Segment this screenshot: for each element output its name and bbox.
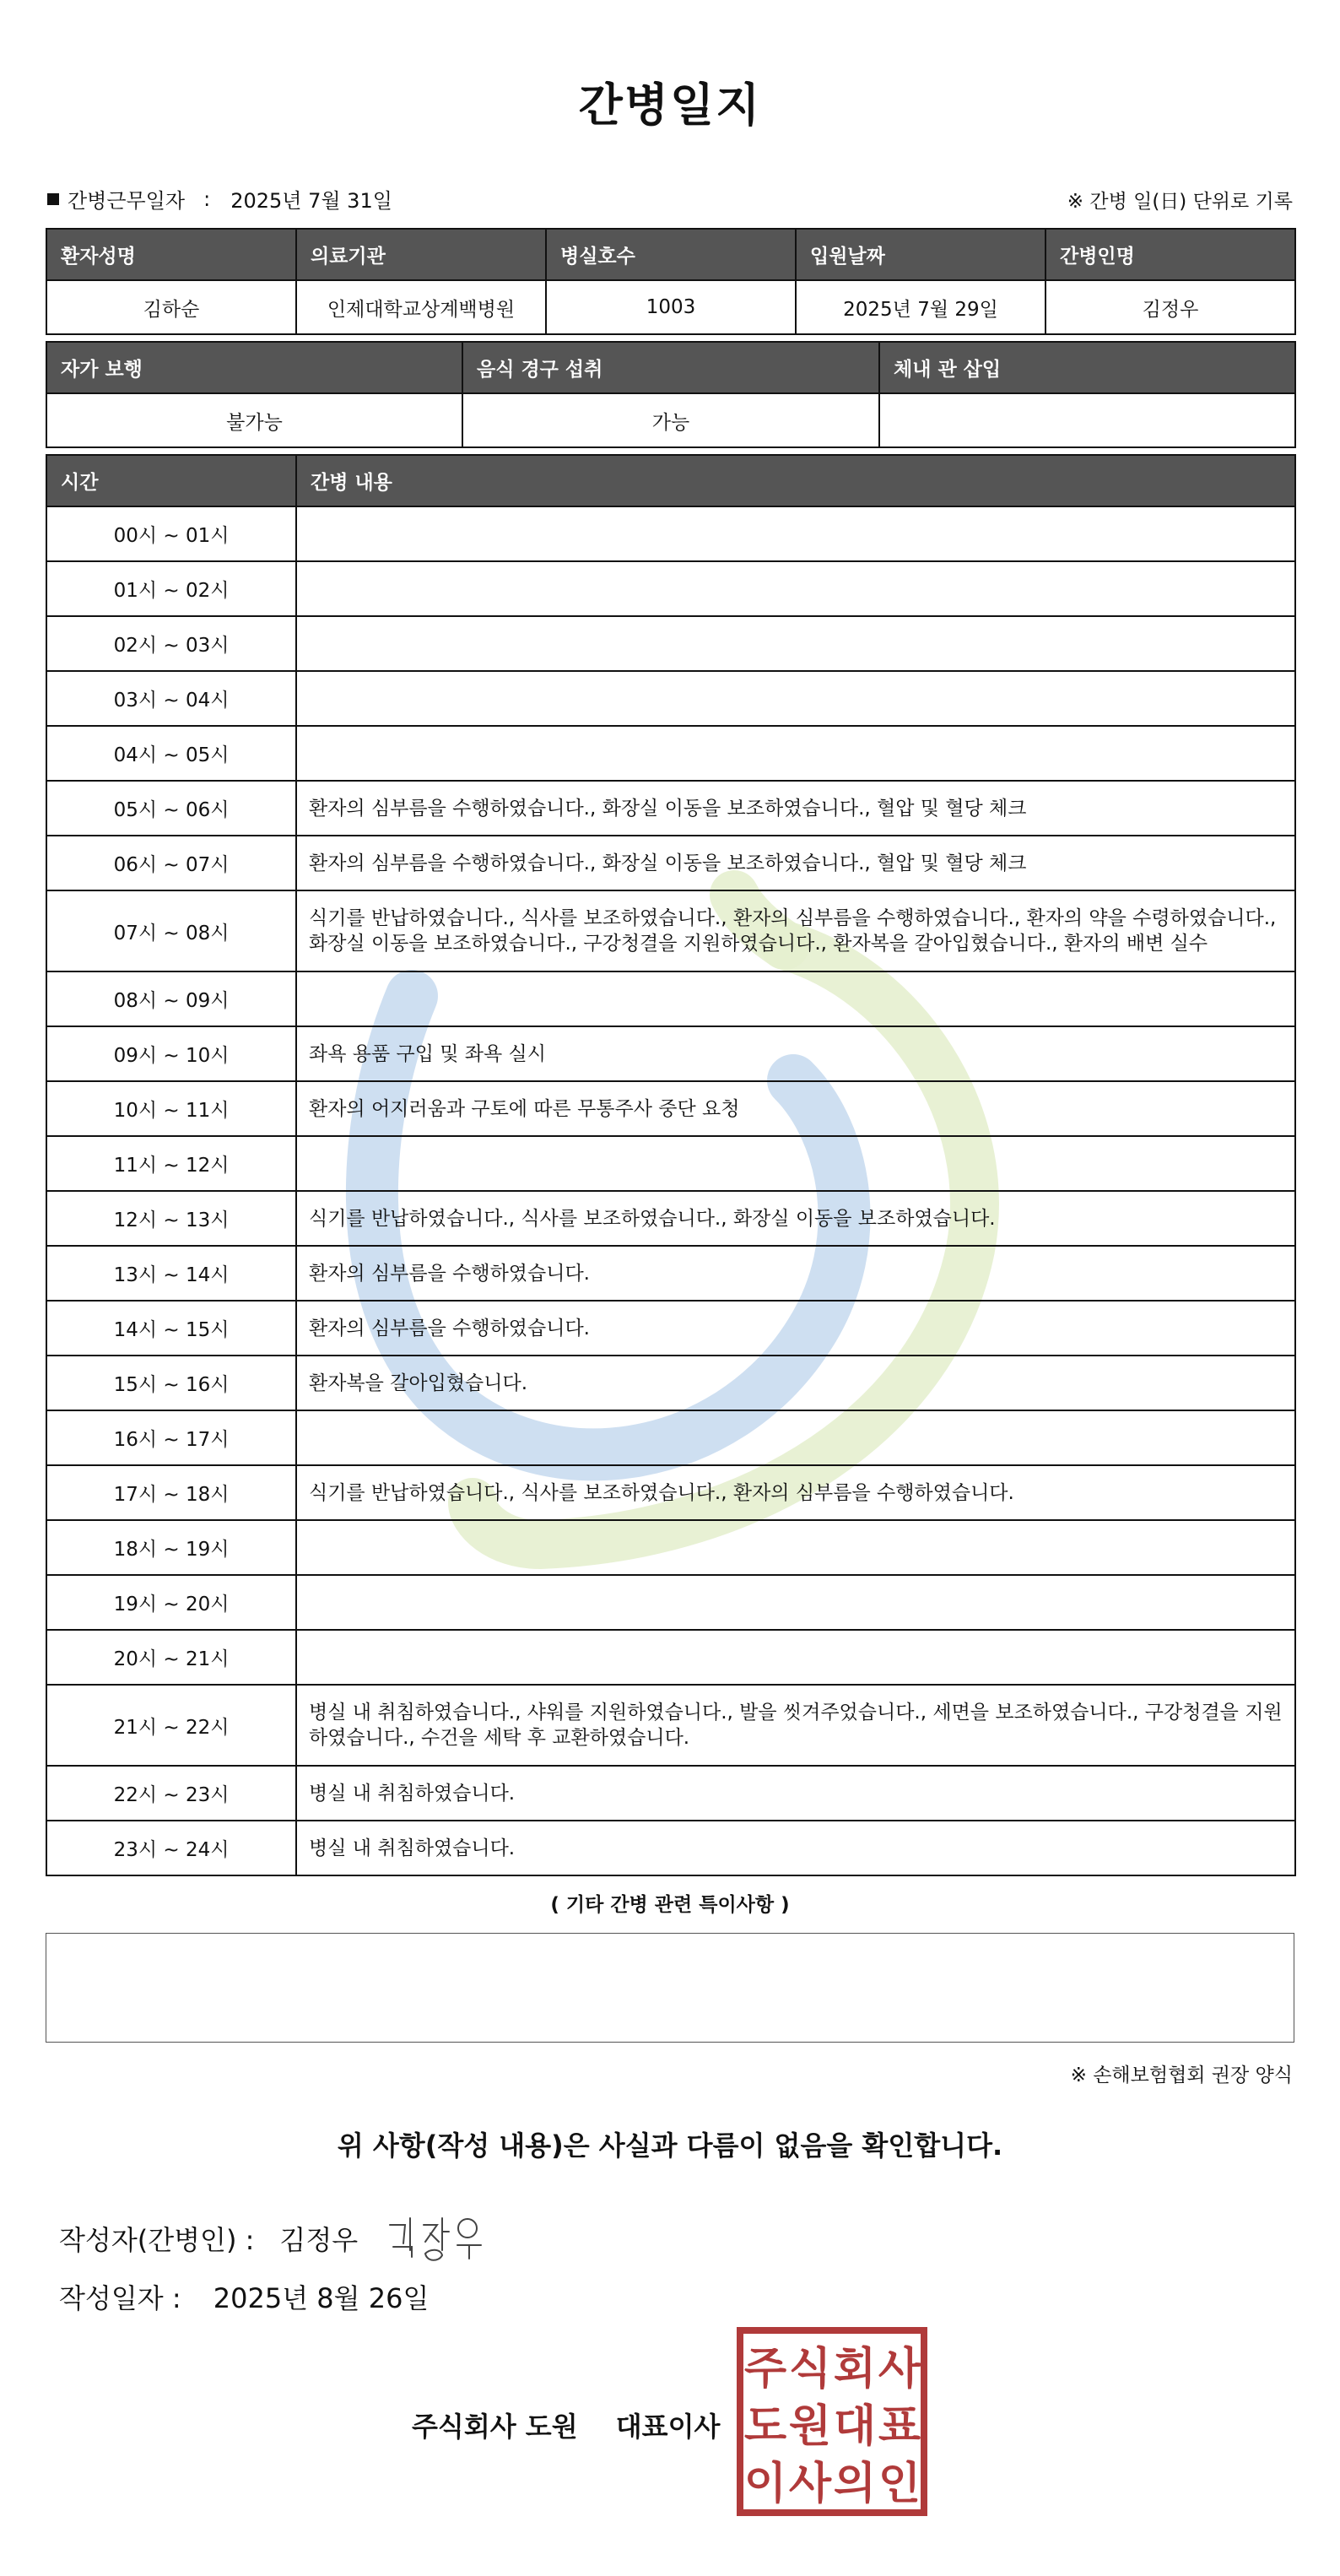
schedule-content: 식기를 반납하였습니다., 식사를 보조하였습니다., 환자의 심부름을 수행하였습니다., 환자의 약을 수령하였습니다., 화장실 이동을 보조하였습니다., 구강청결을 지원하였습니다., 환자복을 갈아입혔습니다., 환자의 배변 실수 xyxy=(296,890,1295,971)
schedule-time: 17시 ~ 18시 xyxy=(46,1465,296,1520)
schedule-content xyxy=(296,506,1295,561)
patient-info-table xyxy=(46,228,1296,335)
patient-info-header-row xyxy=(46,229,1295,280)
schedule-content xyxy=(296,671,1295,726)
header-room-number: 병실호수 xyxy=(546,229,796,280)
written-date-line xyxy=(59,2277,429,2316)
seal-character: 원 xyxy=(788,2401,832,2452)
self-walking-value: 불가능 xyxy=(46,393,462,447)
seal-character: 인 xyxy=(878,2459,921,2509)
document-title: 간병일지 xyxy=(578,78,762,132)
schedule-row xyxy=(46,1630,1295,1685)
hospital-value: 인제대학교상계백병원 xyxy=(296,280,546,334)
header-admission-date: 입원날짜 xyxy=(796,229,1046,280)
schedule-content xyxy=(296,561,1295,616)
tube-insertion-value xyxy=(879,393,1295,447)
schedule-row xyxy=(46,836,1295,890)
written-date-label: 작성일자 : xyxy=(59,2282,181,2314)
patient-name-value: 김하순 xyxy=(46,280,296,334)
schedule-content: 환자의 심부름을 수행하였습니다. xyxy=(296,1301,1295,1356)
care-schedule-header-row xyxy=(46,455,1295,506)
oral-intake-value: 가능 xyxy=(462,393,879,447)
schedule-row xyxy=(46,1136,1295,1191)
schedule-row xyxy=(46,1410,1295,1465)
company-line xyxy=(412,2406,720,2444)
schedule-row xyxy=(46,1685,1295,1766)
seal-character: 대 xyxy=(833,2401,877,2452)
company-seal-stamp xyxy=(736,2326,928,2517)
seal-character: 이 xyxy=(743,2459,787,2509)
header-caregiver-name: 간병인명 xyxy=(1046,229,1295,280)
schedule-time: 05시 ~ 06시 xyxy=(46,781,296,836)
writer-name: 김정우 xyxy=(279,2224,359,2256)
schedule-row xyxy=(46,1081,1295,1136)
schedule-content: 환자복을 갈아입혔습니다. xyxy=(296,1356,1295,1410)
schedule-content: 환자의 어지러움과 구토에 따른 무통주사 중단 요청 xyxy=(296,1081,1295,1136)
seal-character: 주 xyxy=(743,2344,787,2395)
schedule-row xyxy=(46,506,1295,561)
writer-line xyxy=(59,2213,488,2264)
schedule-content: 식기를 반납하였습니다., 식사를 보조하였습니다., 환자의 심부름을 수행하였습니다. xyxy=(296,1465,1295,1520)
schedule-row xyxy=(46,561,1295,616)
seal-character: 표 xyxy=(878,2401,921,2452)
seal-character: 사 xyxy=(878,2344,921,2395)
schedule-time: 21시 ~ 22시 xyxy=(46,1685,296,1766)
schedule-time: 20시 ~ 21시 xyxy=(46,1630,296,1685)
schedule-content xyxy=(296,1630,1295,1685)
schedule-time: 22시 ~ 23시 xyxy=(46,1766,296,1821)
patient-status-table xyxy=(46,341,1296,448)
schedule-content: 병실 내 취침하였습니다., 샤워를 지원하였습니다., 발을 씻겨주었습니다., 세면을 보조하였습니다., 구강청결을 지원하였습니다., 수건을 세탁 후 교환하였습니다. xyxy=(296,1685,1295,1766)
schedule-row xyxy=(46,1356,1295,1410)
bullet-square-icon xyxy=(47,193,59,205)
work-date-line xyxy=(47,184,392,214)
unit-note: ※ 간병 일(日) 단위로 기록 xyxy=(1067,191,1293,213)
schedule-time: 09시 ~ 10시 xyxy=(46,1026,296,1081)
schedule-time: 11시 ~ 12시 xyxy=(46,1136,296,1191)
schedule-content xyxy=(296,1136,1295,1191)
schedule-time: 14시 ~ 15시 xyxy=(46,1301,296,1356)
schedule-content: 환자의 심부름을 수행하였습니다. xyxy=(296,1246,1295,1301)
schedule-time: 03시 ~ 04시 xyxy=(46,671,296,726)
schedule-time: 02시 ~ 03시 xyxy=(46,616,296,671)
schedule-time: 04시 ~ 05시 xyxy=(46,726,296,781)
writer-label: 작성자(간병인) : xyxy=(59,2224,255,2256)
seal-character: 도 xyxy=(743,2401,787,2452)
schedule-row xyxy=(46,1301,1295,1356)
schedule-content xyxy=(296,726,1295,781)
schedule-content xyxy=(296,1575,1295,1630)
schedule-row xyxy=(46,1026,1295,1081)
schedule-content: 병실 내 취침하였습니다. xyxy=(296,1766,1295,1821)
confirmation-statement: 위 사항(작성 내용)은 사실과 다름이 없음을 확인합니다. xyxy=(337,2130,1003,2162)
schedule-time: 18시 ~ 19시 xyxy=(46,1520,296,1575)
schedule-time: 06시 ~ 07시 xyxy=(46,836,296,890)
schedule-time: 13시 ~ 14시 xyxy=(46,1246,296,1301)
seal-character: 의 xyxy=(833,2459,877,2509)
schedule-row xyxy=(46,1575,1295,1630)
schedule-content: 병실 내 취침하였습니다. xyxy=(296,1821,1295,1875)
schedule-row xyxy=(46,890,1295,971)
work-date-value: 2025년 7월 31일 xyxy=(230,189,392,213)
care-schedule-table xyxy=(46,454,1296,1876)
patient-info-value-row xyxy=(46,280,1295,334)
schedule-row xyxy=(46,1465,1295,1520)
schedule-row xyxy=(46,1246,1295,1301)
schedule-row xyxy=(46,781,1295,836)
patient-status-header-row xyxy=(46,342,1295,393)
header-hospital: 의료기관 xyxy=(296,229,546,280)
header-oral-intake: 음식 경구 섭취 xyxy=(462,342,879,393)
work-date-label: 간병근무일자 xyxy=(68,189,186,213)
seal-character: 사 xyxy=(788,2459,832,2509)
schedule-row xyxy=(46,671,1295,726)
written-date-value: 2025년 8월 26일 xyxy=(213,2282,430,2314)
caregiver-name-value: 김정우 xyxy=(1046,280,1295,334)
schedule-content xyxy=(296,616,1295,671)
schedule-time: 10시 ~ 11시 xyxy=(46,1081,296,1136)
room-number-value: 1003 xyxy=(546,280,796,334)
special-notes-label: ( 기타 간병 관련 특이사항 ) xyxy=(550,1894,790,1916)
header-care-content: 간병 내용 xyxy=(296,455,1295,506)
schedule-time: 16시 ~ 17시 xyxy=(46,1410,296,1465)
schedule-time: 19시 ~ 20시 xyxy=(46,1575,296,1630)
schedule-content xyxy=(296,1410,1295,1465)
patient-status-value-row xyxy=(46,393,1295,447)
schedule-row xyxy=(46,1766,1295,1821)
header-tube-insertion: 체내 관 삽입 xyxy=(879,342,1295,393)
schedule-content xyxy=(296,1520,1295,1575)
schedule-content: 환자의 심부름을 수행하였습니다., 화장실 이동을 보조하였습니다., 혈압 및 혈당 체크 xyxy=(296,836,1295,890)
schedule-row xyxy=(46,971,1295,1026)
seal-character: 회 xyxy=(833,2344,877,2395)
handwritten-signature xyxy=(386,2213,488,2264)
schedule-time: 01시 ~ 02시 xyxy=(46,561,296,616)
company-representative-title: 대표이사 xyxy=(615,2411,721,2443)
schedule-content xyxy=(296,971,1295,1026)
header-patient-name: 환자성명 xyxy=(46,229,296,280)
schedule-row xyxy=(46,1520,1295,1575)
seal-character: 식 xyxy=(788,2344,832,2395)
header-self-walking: 자가 보행 xyxy=(46,342,462,393)
form-source-note: ※ 손해보험협회 권장 양식 xyxy=(1070,2065,1293,2086)
schedule-row xyxy=(46,726,1295,781)
schedule-row xyxy=(46,1821,1295,1875)
schedule-time: 12시 ~ 13시 xyxy=(46,1191,296,1246)
schedule-time: 00시 ~ 01시 xyxy=(46,506,296,561)
header-time: 시간 xyxy=(46,455,296,506)
schedule-content: 환자의 심부름을 수행하였습니다., 화장실 이동을 보조하였습니다., 혈압 및 혈당 체크 xyxy=(296,781,1295,836)
schedule-row xyxy=(46,616,1295,671)
schedule-row xyxy=(46,1191,1295,1246)
schedule-time: 08시 ~ 09시 xyxy=(46,971,296,1026)
schedule-time: 23시 ~ 24시 xyxy=(46,1821,296,1875)
admission-date-value: 2025년 7월 29일 xyxy=(796,280,1046,334)
schedule-content: 식기를 반납하였습니다., 식사를 보조하였습니다., 화장실 이동을 보조하였습니다. xyxy=(296,1191,1295,1246)
schedule-content: 좌욕 용품 구입 및 좌욕 실시 xyxy=(296,1026,1295,1081)
work-date-separator: : xyxy=(203,187,211,211)
special-notes-box xyxy=(46,1933,1294,2043)
schedule-time: 07시 ~ 08시 xyxy=(46,890,296,971)
company-name: 주식회사 도원 xyxy=(412,2411,578,2443)
schedule-time: 15시 ~ 16시 xyxy=(46,1356,296,1410)
